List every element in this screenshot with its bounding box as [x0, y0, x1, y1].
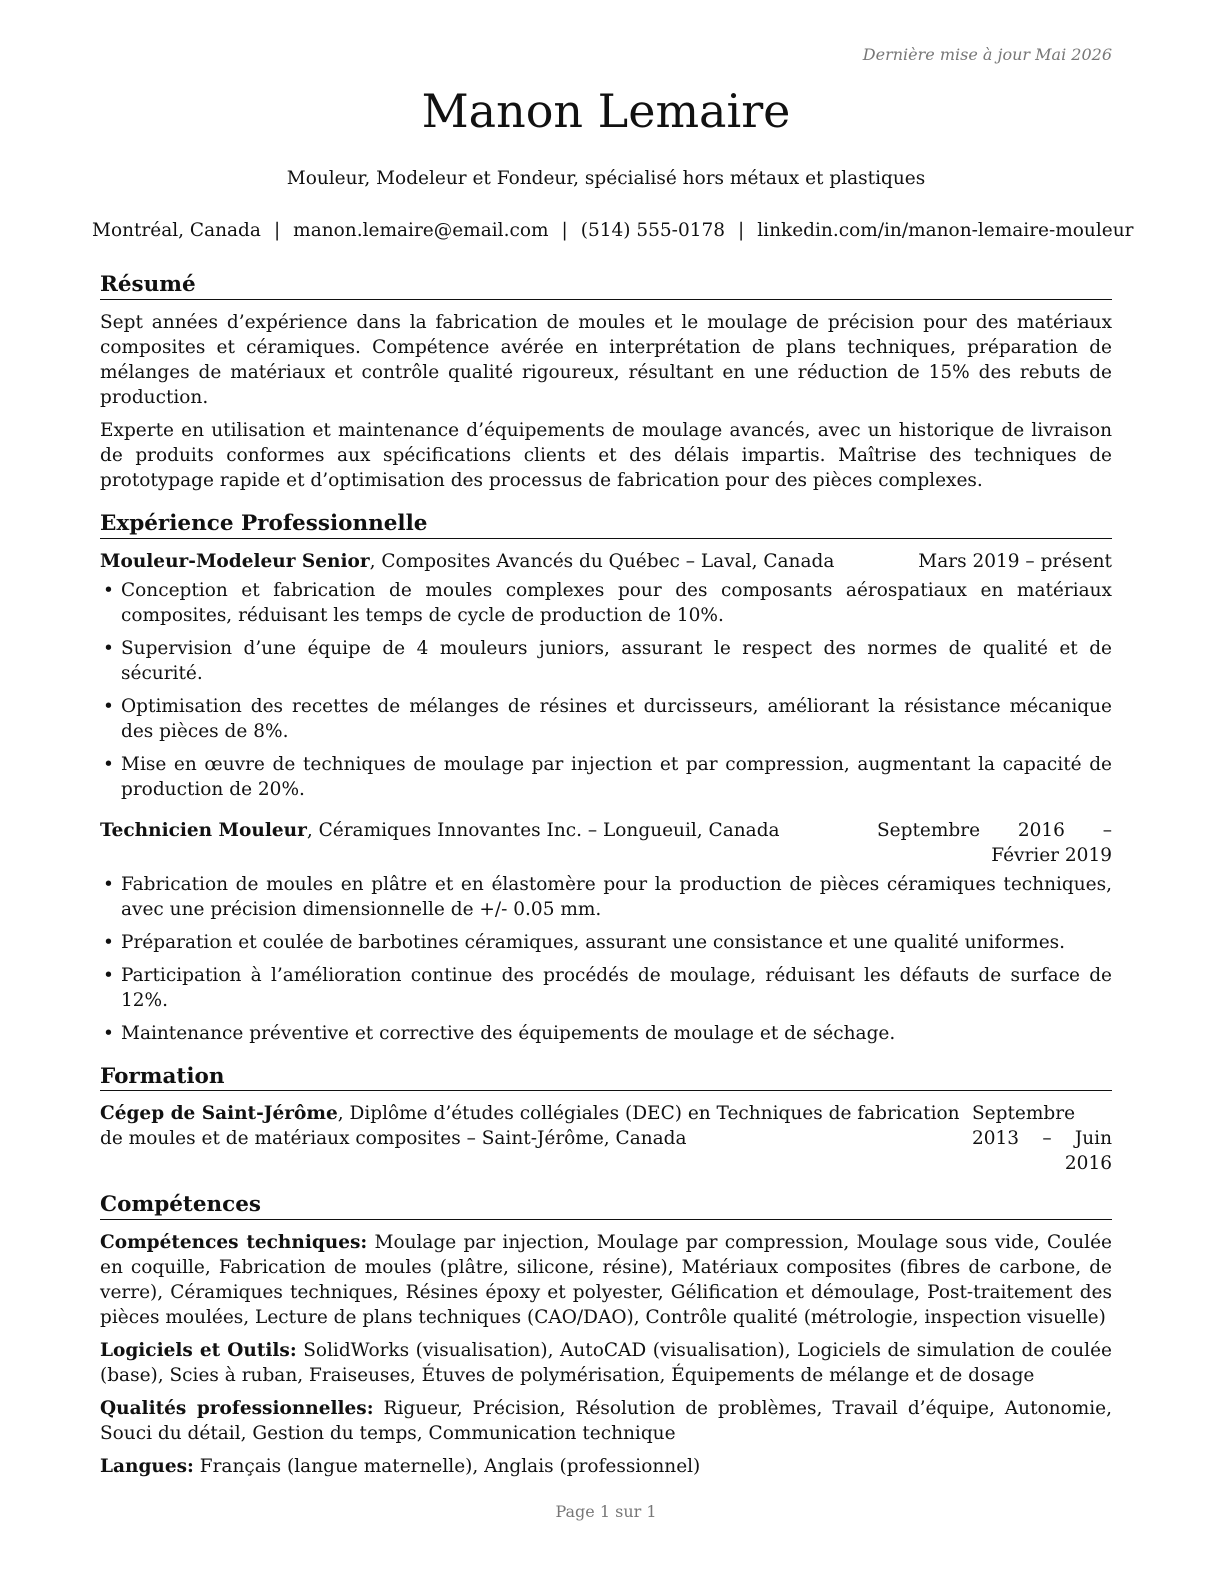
- job-role: Mouleur-Modeleur Senior: [100, 550, 370, 572]
- candidate-name: Manon Lemaire: [421, 84, 791, 138]
- contact-line: [92, 220, 1134, 241]
- summary-section: [100, 272, 1112, 493]
- skill-group: Logiciels et Outils: SolidWorks (visualisation), AutoCAD (visualisation), Logiciels de simulation de coulée (base), Scies à ruban, Fraiseuses, Étuves de polymérisation, Équipements de mélange et de dosage: [100, 1340, 1112, 1387]
- contact-separator: |: [273, 220, 281, 241]
- school-name: Cégep de Saint-Jérôme: [100, 1103, 338, 1125]
- education-detail: , Diplôme d’études collégiales (DEC) en Techniques de fabrication de moules et de matériaux composites – Saint-Jérôme, Canada: [100, 1103, 960, 1150]
- contact-phone: (514) 555-0178: [580, 220, 726, 241]
- job-bullet: • Fabrication de moules en plâtre et en élastomère pour la production de pièces céramiques techniques, avec une précision dimensionnelle de +/- 0.05 mm.: [103, 873, 1112, 920]
- job-org: , Composites Avancés du Québec – Laval, Canada: [369, 550, 835, 572]
- education-section: [100, 1064, 1112, 1177]
- section-title-experience: Expérience Professionnelle: [100, 511, 1112, 539]
- job-org: , Céramiques Innovantes Inc. – Longueuil, Canada: [306, 819, 780, 841]
- job-bullet: • Participation à l’amélioration continue des procédés de moulage, réduisant les défauts de surface de 12%.: [103, 964, 1112, 1011]
- job-bullet: • Supervision d’une équipe de 4 mouleurs juniors, assurant le respect des normes de qualité et de sécurité.: [103, 637, 1112, 684]
- job-bullet: • Préparation et coulée de barbotines céramiques, assurant une consistance et une qualité uniformes.: [103, 931, 1066, 953]
- education-dates: Septembre 2013 – Juin 2016: [972, 1103, 1112, 1175]
- contact-separator: |: [561, 220, 568, 241]
- job-role: Technicien Mouleur: [100, 819, 307, 841]
- skill-group: Compétences techniques: Moulage par injection, Moulage par compression, Moulage sous vide, Coulée en coquille, Fabrication de moules (plâtre, silicone, résine), Matériaux composites (fibres de carbone, de verre), Céramiques techniques, Résines époxy et polyester, Gélification et démoulage, Post-traitement des pièces moulées, Lecture de plans techniques (CAO/DAO), Contrôle qualité (métrologie, inspection visuelle): [100, 1232, 1112, 1329]
- skill-group: Qualités professionnelles: Rigueur, Précision, Résolution de problèmes, Travail d’équipe, Autonomie, Souci du détail, Gestion du temps, Communication technique: [100, 1398, 1112, 1445]
- job-bullet: • Maintenance préventive et corrective des équipements de moulage et de séchage.: [103, 1022, 896, 1044]
- resume-body: [100, 272, 1112, 1487]
- summary-paragraph: Sept années d’expérience dans la fabrication de moules et le moulage de précision pour des matériaux composites et céramiques. Compétence avérée en interprétation de plans techniques, préparation de mélanges de matériaux et contrôle qualité rigoureux, résultant en une réduction de 15% des rebuts de production.: [100, 311, 1112, 408]
- job-dates: Septembre 2016 – Février 2019: [877, 819, 1112, 866]
- job-dates: Mars 2019 – présent: [918, 550, 1112, 572]
- skill-group: Langues: Français (langue maternelle), Anglais (professionnel): [100, 1456, 701, 1478]
- job-bullet: • Conception et fabrication de moules complexes pour des composants aérospatiaux en matériaux composites, réduisant les temps de cycle de production de 10%.: [103, 579, 1112, 626]
- contact-separator: |: [738, 220, 745, 241]
- headline: Mouleur, Modeleur et Fondeur, spécialisé hors métaux et plastiques: [286, 168, 926, 189]
- contact-email[interactable]: manon.lemaire@email.com: [293, 220, 549, 241]
- experience-section: [100, 511, 1112, 1046]
- job-entry: [100, 549, 1112, 802]
- section-title-skills: Compétences: [100, 1192, 1112, 1220]
- job-bullet: • Optimisation des recettes de mélanges de résines et durcisseurs, améliorant la résistance mécanique des pièces de 8%.: [103, 695, 1112, 742]
- contact-location: Montréal, Canada: [92, 220, 261, 241]
- job-entry: [100, 818, 1112, 1046]
- summary-paragraph: Experte en utilisation et maintenance d’équipements de moulage avancés, avec un historique de livraison de produits conformes aux spécifications clients et des délais impartis. Maîtrise des techniques de prototypage rapide et d’optimisation des processus de fabrication pour des pièces complexes.: [100, 419, 1112, 491]
- contact-linkedin[interactable]: linkedin.com/in/manon-lemaire-mouleur: [757, 220, 1134, 241]
- skills-section: [100, 1192, 1112, 1479]
- section-title-education: Formation: [100, 1064, 1112, 1092]
- page-number: Page 1 sur 1: [555, 1502, 657, 1521]
- job-bullet: • Mise en œuvre de techniques de moulage par injection et par compression, augmentant la capacité de production de 20%.: [103, 753, 1112, 800]
- last-updated: Dernière mise à jour Mai 2026: [862, 45, 1112, 64]
- section-title-summary: Résumé: [100, 272, 1112, 300]
